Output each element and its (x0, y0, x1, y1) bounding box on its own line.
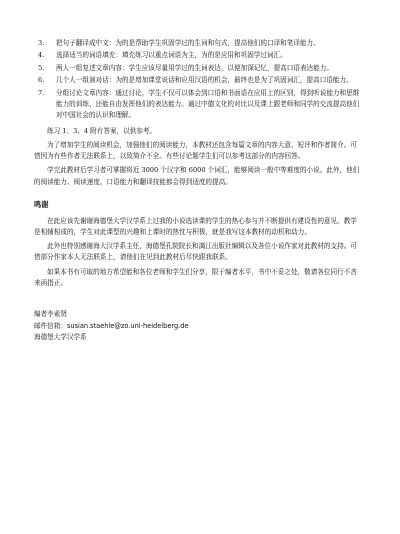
signature-block (34, 309, 360, 344)
list-item-number: 4. (38, 51, 45, 60)
reading-materials-paragraph: 为了增加学生的阅读机会，加强他们的阅读能力，本教材还包含每篇文章的内容大意、短评和作者简介。可惜因为有些作者无法联系上，以致简介不全。有些讨论题学生们可以参考这部分的内容回答。 (34, 141, 357, 161)
list-item (34, 50, 360, 61)
list-item-text: 把句子翻译成中文：为的是帮助学生巩固学过的生词和句式，提高他们的口译和笔译能力。 (56, 39, 320, 47)
list-item-number: 5. (38, 63, 45, 72)
list-item-number: 3. (38, 39, 45, 47)
acknowledgements-heading: 鸣谢 (34, 199, 49, 209)
list-item-number: 7. (38, 88, 45, 97)
email-label: 邮件信箱： (34, 321, 67, 330)
email-address: susian.staehle@zo.uni-heidelberg.de (66, 321, 189, 330)
acknowledgement-paragraph: 在此应该先谢谢海德堡大学汉学系上过我的小说选读课的学生的热心参与并不断提供有建设性的意见。教学是相辅相成的，学生对此课型的兴趣和上课时的热忱与积极，就是我写这本教材的动机和动力。 (34, 216, 357, 237)
list-item (34, 88, 360, 122)
email-line (34, 321, 360, 333)
list-item-text: 两人一组复述文章内容：学生应该尽量用学过的生词表达，以便加深记忆，提高口语表达能力。 (56, 63, 333, 72)
list-item (34, 75, 360, 86)
learning-outcome-paragraph: 学完此教材后学习者可掌握将近 3000 个汉字和 6000 个词汇，能够阅读一般中等难度的小说。此外，他们的阅读能力、阅读速度、口语能力和翻译技能都会得到适度的提高。 (34, 166, 360, 186)
answers-note: 练习 1、3、4 附有答案，以供参考。 (47, 126, 157, 135)
editor-name: 编者李素贤 (34, 310, 67, 319)
list-item-text: 分组讨论文章内容：通过讨论，学生不仅可以体会到口语和书面语在应用上的区别，得到听说能力和思维能力的训练，还能自由发挥他们的表达能力。通过中德文化的对比以及课上跟老师和同学的交流提高他们对中国社会的认识和理解。 (56, 88, 360, 120)
list-item (34, 38, 360, 49)
list-item-number: 6. (38, 76, 45, 85)
acknowledgement-paragraph: 如果本书有可取的地方希望能和各位老师和学生们分享，限于编者水平，书中不妥之处，敬请各位同行不吝来函指正。 (34, 267, 357, 287)
list-item (34, 63, 360, 74)
list-item-text: 几个人一组演对话：为的是增加课堂说话和应用汉语的机会，最终也是为了巩固词汇，提高口语能力。 (56, 76, 353, 85)
exercise-list (34, 38, 360, 122)
list-item-text: 选择适当的词语填充：填充练习以重点词语为主，为的是应用和巩固学过词汇。 (56, 51, 287, 60)
affiliation: 海德堡大学汉学系 (34, 333, 87, 342)
acknowledgement-paragraph: 此外也特别感谢海大汉学系主任，海德堡孔院院长和漓江出版社编辑以及各位小说作家对此教材的支持。可惜部分作家本人无法联系上，请他们在见到此教材后尽快跟我联系。 (34, 242, 357, 262)
